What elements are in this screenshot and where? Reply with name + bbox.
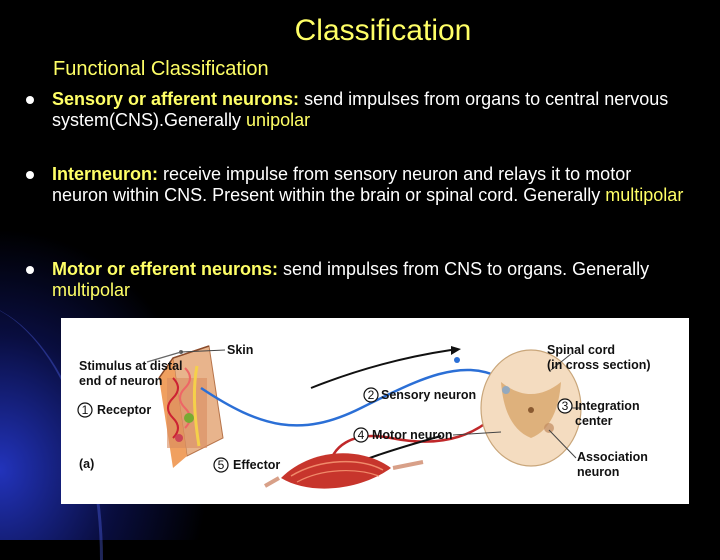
sensory-neuron-label: Sensory neuron [381,388,477,402]
association-label-line1: Association [577,450,648,464]
reflex-arc-svg [61,318,689,504]
step-badge-5 [214,458,228,472]
bullet-highlight: multipolar [52,280,131,300]
bullet-dot [26,96,34,104]
stimulus-label-line2: end of neuron [79,374,163,388]
step-number: 4 [357,428,365,442]
step-badge-4 [354,428,368,442]
integration-label-line2: center [575,414,613,428]
stimulus-label-line1: Stimulus at distal [79,359,183,373]
sensory-cell-body [454,357,460,363]
sensory-arrow [311,350,451,388]
bullet-interneuron [52,164,692,206]
step-number: 2 [367,388,375,402]
effector-label: Effector [233,458,281,472]
step-badge-2 [364,388,378,402]
motor-neuron-label: Motor neuron [372,428,453,442]
bullet-term: Motor or efferent neurons: [52,259,279,279]
bullet-dot [26,266,34,274]
skin-label: Skin [227,343,254,357]
panel-label: (a) [79,457,95,471]
integration-label-line1: Integration [575,399,640,413]
bullet-motor [52,259,692,301]
step-number: 3 [561,399,569,413]
reflex-arc-diagram [61,318,689,504]
bullet-sensory [52,89,692,131]
sensory-arrowhead [451,346,461,355]
bullet-dot [26,171,34,179]
bullet-highlight: multipolar [605,185,684,205]
spinal-cord-label-line2: (in cross section) [547,358,651,372]
muscle-effector-illustration [265,453,423,488]
bullet-highlight: unipolar [246,110,311,130]
step-badge-3 [558,399,572,413]
bullet-text: receive impulse from sensory neuron and relays it to motor neuron within CNS. Present within the brain or spinal cord. Generally [52,164,632,205]
bullet-term: Interneuron: [52,164,158,184]
spinal-cord-label-line1: Spinal cord [547,343,616,357]
bullet-text: send impulses from organs to central nervous system(CNS).Generally [52,89,669,130]
association-label-line2: neuron [577,465,620,479]
step-number: 1 [81,403,89,417]
step-number: 5 [217,458,225,472]
slide-subtitle: Functional Classification [53,58,269,80]
slide-title: Classification [294,14,472,47]
step-badge-1 [78,403,92,417]
receptor-label: Receptor [97,403,152,417]
bullet-term: Sensory or afferent neurons: [52,89,300,109]
bullet-text: send impulses from CNS to organs. Generally [278,259,650,279]
